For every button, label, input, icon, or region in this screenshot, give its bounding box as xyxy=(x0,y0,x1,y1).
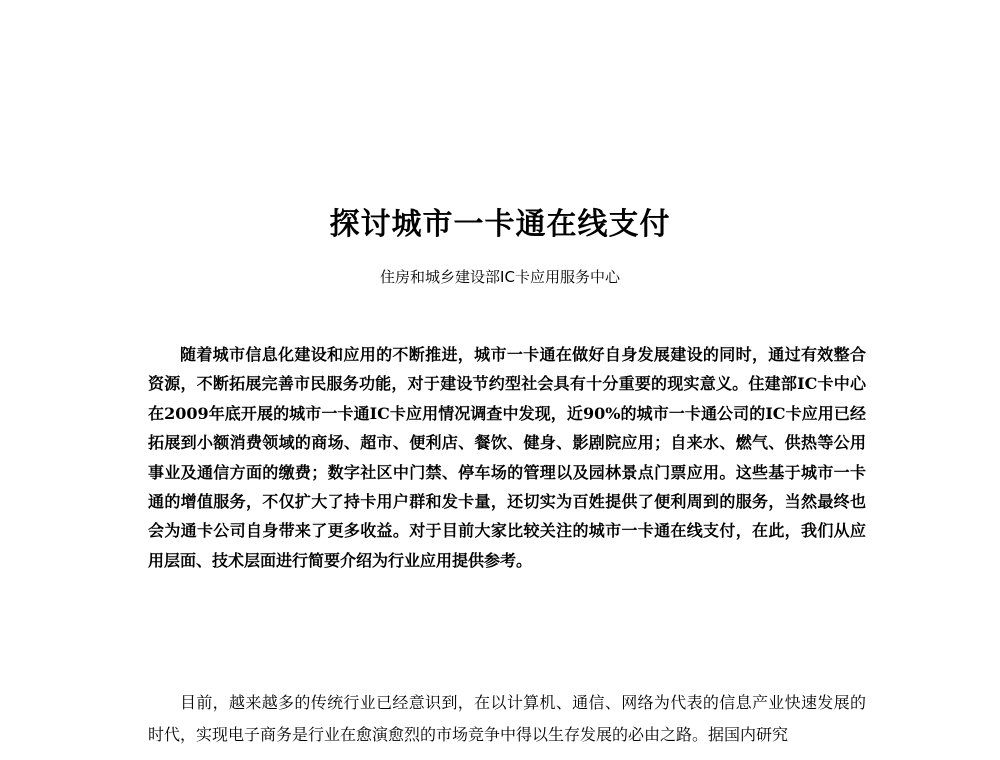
document-subtitle: 住房和城乡建设部IC卡应用服务中心 xyxy=(380,268,620,286)
document-title: 探讨城市一卡通在线支付 xyxy=(329,207,671,242)
body-paragraph-1: 随着城市信息化建设和应用的不断推进，城市一卡通在做好自身发展建设的同时，通过有效整合资源，不断拓展完善市民服务功能，对于建设节约型社会具有十分重要的现实意义。住建部IC卡中心在2009年底开展的城市一卡通IC卡应用情况调查中发现，近90%的城市一卡通公司的IC卡应用已经拓展到小额消费领域的商场、超市、便利店、餐饮、健身、影剧院应用；自来水、燃气、供热等公用事业及通信方面的缴费；数字社区中门禁、停车场的管理以及园林景点门票应用。这些基于城市一卡通的增值服务，不仅扩大了持卡用户群和发卡量，还切实为百姓提供了便利周到的服务，当然最终也会为通卡公司自身带来了更多收益。对于目前大家比较关注的城市一卡通在线支付，在此，我们从应用层面、技术层面进行简要介绍为行业应用提供参考。 xyxy=(148,345,866,570)
body-paragraph-2: 目前，越来越多的传统行业已经意识到，在以计算机、通信、网络为代表的信息产业快速发展的时代，实现电子商务是行业在愈演愈烈的市场竞争中得以生存发展的必由之路。据国内研究 xyxy=(148,693,866,744)
